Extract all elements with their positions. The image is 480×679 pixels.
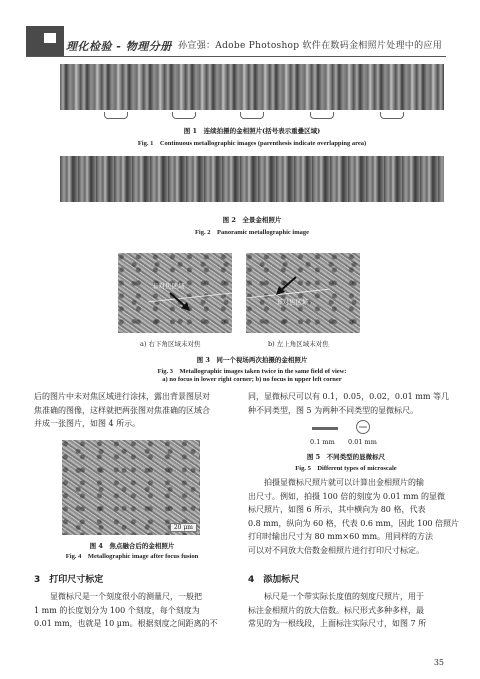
fig3-caption-en-2: a) no focus in lower right corner; b) no focus in upper left corner	[162, 376, 342, 383]
fig4-scale-label: 20 μm	[170, 523, 197, 532]
fig3b-image	[246, 253, 360, 333]
overlap-brace	[172, 112, 196, 119]
fig2-caption-en: Fig. 2 Panoramic metallographic image	[194, 229, 310, 236]
microscale-bar-0-1mm	[312, 427, 338, 430]
overlap-brace	[104, 112, 128, 119]
fig4-caption-en: Fig. 4 Metallographic image after focus fusion	[65, 553, 199, 560]
text-line: 后的图片中未对焦区域进行涂抹，露出背景图层对	[34, 392, 210, 401]
text-line: 种不同类型，图 5 为两种不同类型的显微标尺。	[248, 405, 419, 415]
text-line: 1 mm 的长度划分为 100 个刻度，每个刻度为	[34, 605, 200, 615]
text-line: 显微标尺是一个刻度很小的测量尺，一般把	[50, 592, 202, 601]
text-line: 标注金相照片的放大倍数。标尺形式多种多样，最	[248, 605, 424, 615]
fig4-caption-cn: 图 4 焦点融合后的金相照片	[89, 542, 175, 550]
header-rule	[26, 56, 446, 57]
arrow-icon	[274, 275, 298, 297]
text-line: 0.8 mm，纵向为 60 格，代表 0.6 mm，因此 100 倍照片	[248, 518, 460, 528]
overlap-brace	[310, 112, 334, 119]
section-4-paragraph	[248, 590, 448, 631]
fig5-caption-en: Fig. 5 Different types of microscale	[295, 465, 397, 472]
left-paragraph	[34, 390, 234, 431]
overlap-brace	[240, 112, 264, 119]
fig1-image	[60, 64, 444, 110]
journal-name: 理化检验 - 物理分册	[66, 40, 172, 53]
fig1-caption-en: Fig. 1 Continuous metallographic images (parenthesis indicate overlapping area)	[137, 140, 367, 147]
right-paragraph-1	[248, 390, 448, 417]
journal-logo-notch	[44, 33, 56, 43]
fig3b-subcaption: b) 左上角区域未对焦	[268, 340, 329, 348]
fig2-image	[60, 156, 444, 202]
section-3-paragraph	[34, 590, 234, 631]
microscale-label-2: 0.01 mm	[348, 438, 377, 446]
text-line: 标尺是一个带实际长度值的刻度尺照片，用于	[264, 592, 424, 601]
text-line: 同，显微标尺可以有 0.1，0.05，0.02，0.01 mm 等几	[248, 392, 449, 401]
text-line: 标尺照片，如图 6 所示，其中横向为 80 格，代表	[248, 505, 426, 515]
fig3a-subcaption: a) 右下角区域未对焦	[140, 340, 201, 348]
text-line: 可以对不同放大倍数金相照片进行打印尺寸标定。	[248, 545, 424, 555]
fig3b-unfocused-label: 非对焦区域	[276, 298, 309, 306]
text-line: 0.01 mm，也就是 10 μm。根据刻度之间距离的不	[34, 619, 218, 629]
text-line: 并成一张图片，如图 4 所示。	[34, 419, 141, 429]
fig3-caption-en: Fig. 3 Metallographic images taken twice in the same field of view:	[157, 368, 347, 375]
microscale-circle-0-01mm	[355, 419, 371, 435]
overlap-brace	[380, 112, 404, 119]
text-line: 打印时输出尺寸为 80 mm×60 mm。用同样的方法	[248, 532, 434, 542]
fig5-caption-cn: 图 5 不同类型的显微标尺	[306, 453, 386, 461]
fig3-caption-cn: 图 3 同一个视场两次拍摄的金相照片	[196, 356, 308, 364]
fig1-caption-cn: 图 1 连续拍摄的金相照片(括号表示重叠区域)	[183, 127, 321, 135]
text-line: 常见的为一根线段，上面标注实际尺寸，如图 7 所	[248, 619, 427, 629]
fig2-caption-cn: 图 2 全景金相照片	[222, 216, 282, 224]
text-line: 拍摄显微标尺照片就可以计算出金相照片的输	[264, 478, 424, 487]
section-4-heading: 4 添加标尺	[248, 575, 300, 585]
fig4-image	[62, 440, 200, 535]
arrow-icon	[168, 291, 192, 313]
section-3-heading: 3 打印尺寸标定	[34, 575, 104, 585]
microscale-label-1: 0.1 mm	[310, 438, 335, 446]
fig1-overlap-braces	[60, 112, 444, 120]
text-line: 焦准确的图像，这样就把两张图对焦准确的区域合	[34, 405, 210, 415]
fig3a-image	[118, 253, 232, 333]
running-head: 孙宣强：Adobe Photoshop 软件在数码金相照片处理中的应用	[178, 41, 442, 51]
right-paragraph-2	[248, 476, 460, 558]
fig3a-unfocused-label: 非对焦区域	[152, 282, 185, 290]
text-line: 出尺寸。例如，拍摄 100 倍的刻度为 0.01 mm 的显微	[248, 491, 445, 501]
page-number: 35	[433, 658, 444, 667]
